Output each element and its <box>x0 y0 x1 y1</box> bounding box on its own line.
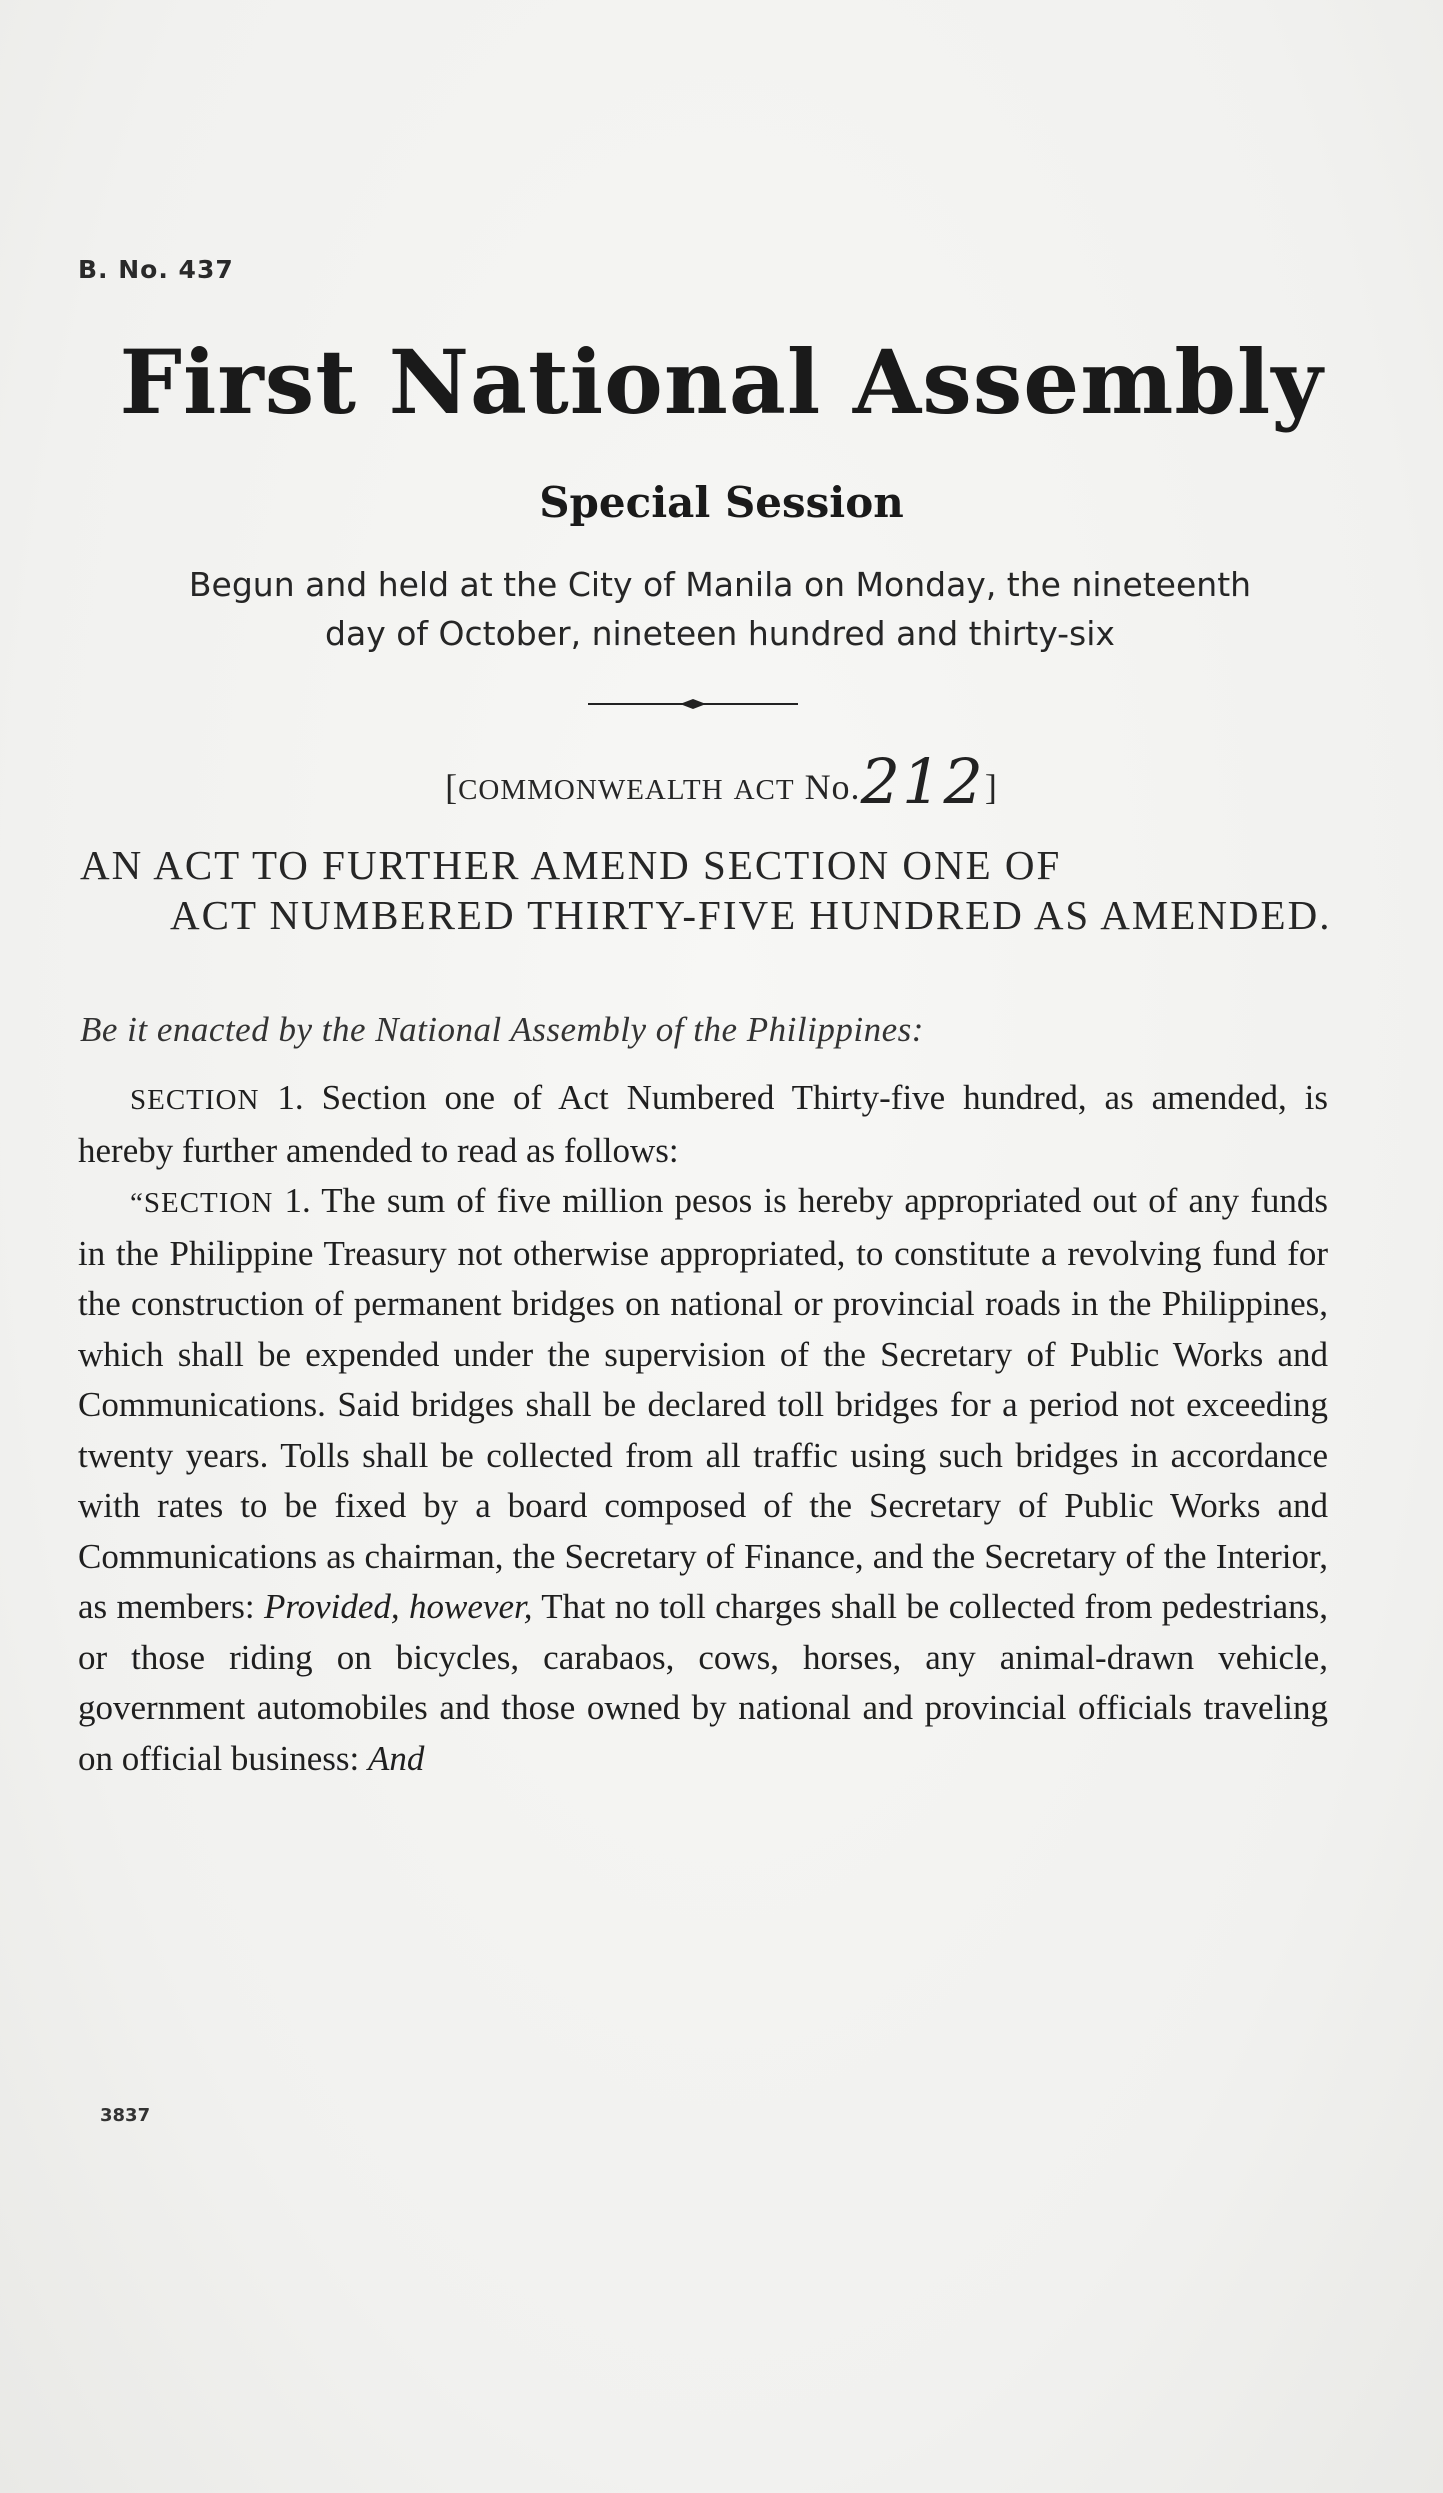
act-title-line-1: AN ACT TO FURTHER AMEND SECTION ONE OF <box>80 842 1062 888</box>
section-1-paragraph <box>78 1073 1328 1176</box>
bill-number: B. No. 437 <box>78 255 234 284</box>
no-label: No. <box>804 767 861 807</box>
provided-however: Provided, however, <box>263 1587 533 1626</box>
session-description-line-2: day of October, nineteen hundred and thirty-six <box>325 614 1115 653</box>
quoted-section-text-1: 1. The sum of five million pesos is hereby appropriated out of any funds in the Philippine Treasury not otherwise appropriated, to constitute a revolving fund for the construction of permanent bridges on national or provincial roads in the Philippines, which shall be expended under the supervision of the Secretary of Public Works and Communications. Said bridges shall be declared toll bridges for a period not exceeding twenty years. Tolls shall be collected from all traffic using such bridges in accordance with rates to be fixed by a board composed of the Secretary of Public Works and Communications as chairman, the Secretary of Finance, and the Secretary of the Interior, as members: <box>78 1181 1329 1626</box>
act-number <box>0 745 1443 818</box>
ornamental-divider <box>588 698 798 710</box>
session-title: Special Session <box>539 478 904 527</box>
and-continuation: And <box>368 1738 425 1778</box>
act-title-line-2: ACT NUMBERED THIRTY-FIVE HUNDRED AS AMENDED. <box>170 892 1332 938</box>
section-1-text: 1. Section one of Act Numbered Thirty-five hundred, as amended, is hereby further amended to read as follows: <box>78 1078 1328 1170</box>
act-label: ACT <box>733 774 795 806</box>
page-number: 3837 <box>100 2105 151 2126</box>
section-1-label: SECTION <box>130 1084 260 1116</box>
enacting-clause: Be it enacted by the National Assembly of the Philippines: <box>80 1010 924 1049</box>
quoted-section-text-2: That no toll charges shall be collected from pedestrians, or those riding on bicycles, carabaos, cows, horses, any animal-drawn vehicle, government automobiles and those owned by national and provincial officials traveling on official business: <box>78 1587 1328 1778</box>
handwritten-act-number: 212 <box>860 745 985 818</box>
quoted-section-paragraph <box>78 1176 1328 1784</box>
session-description <box>100 560 1340 658</box>
act-body <box>78 1073 1328 1784</box>
commonwealth-label: COMMONWEALTH <box>458 774 724 806</box>
act-number-close-bracket: ] <box>984 767 998 807</box>
act-title <box>80 840 1350 940</box>
assembly-title: First National Assembly <box>119 330 1324 434</box>
session-description-line-1: Begun and held at the City of Manila on Monday, the nineteenth <box>188 565 1252 604</box>
quoted-section-label: “SECTION <box>130 1187 274 1219</box>
act-number-open-bracket: [ <box>445 767 459 807</box>
